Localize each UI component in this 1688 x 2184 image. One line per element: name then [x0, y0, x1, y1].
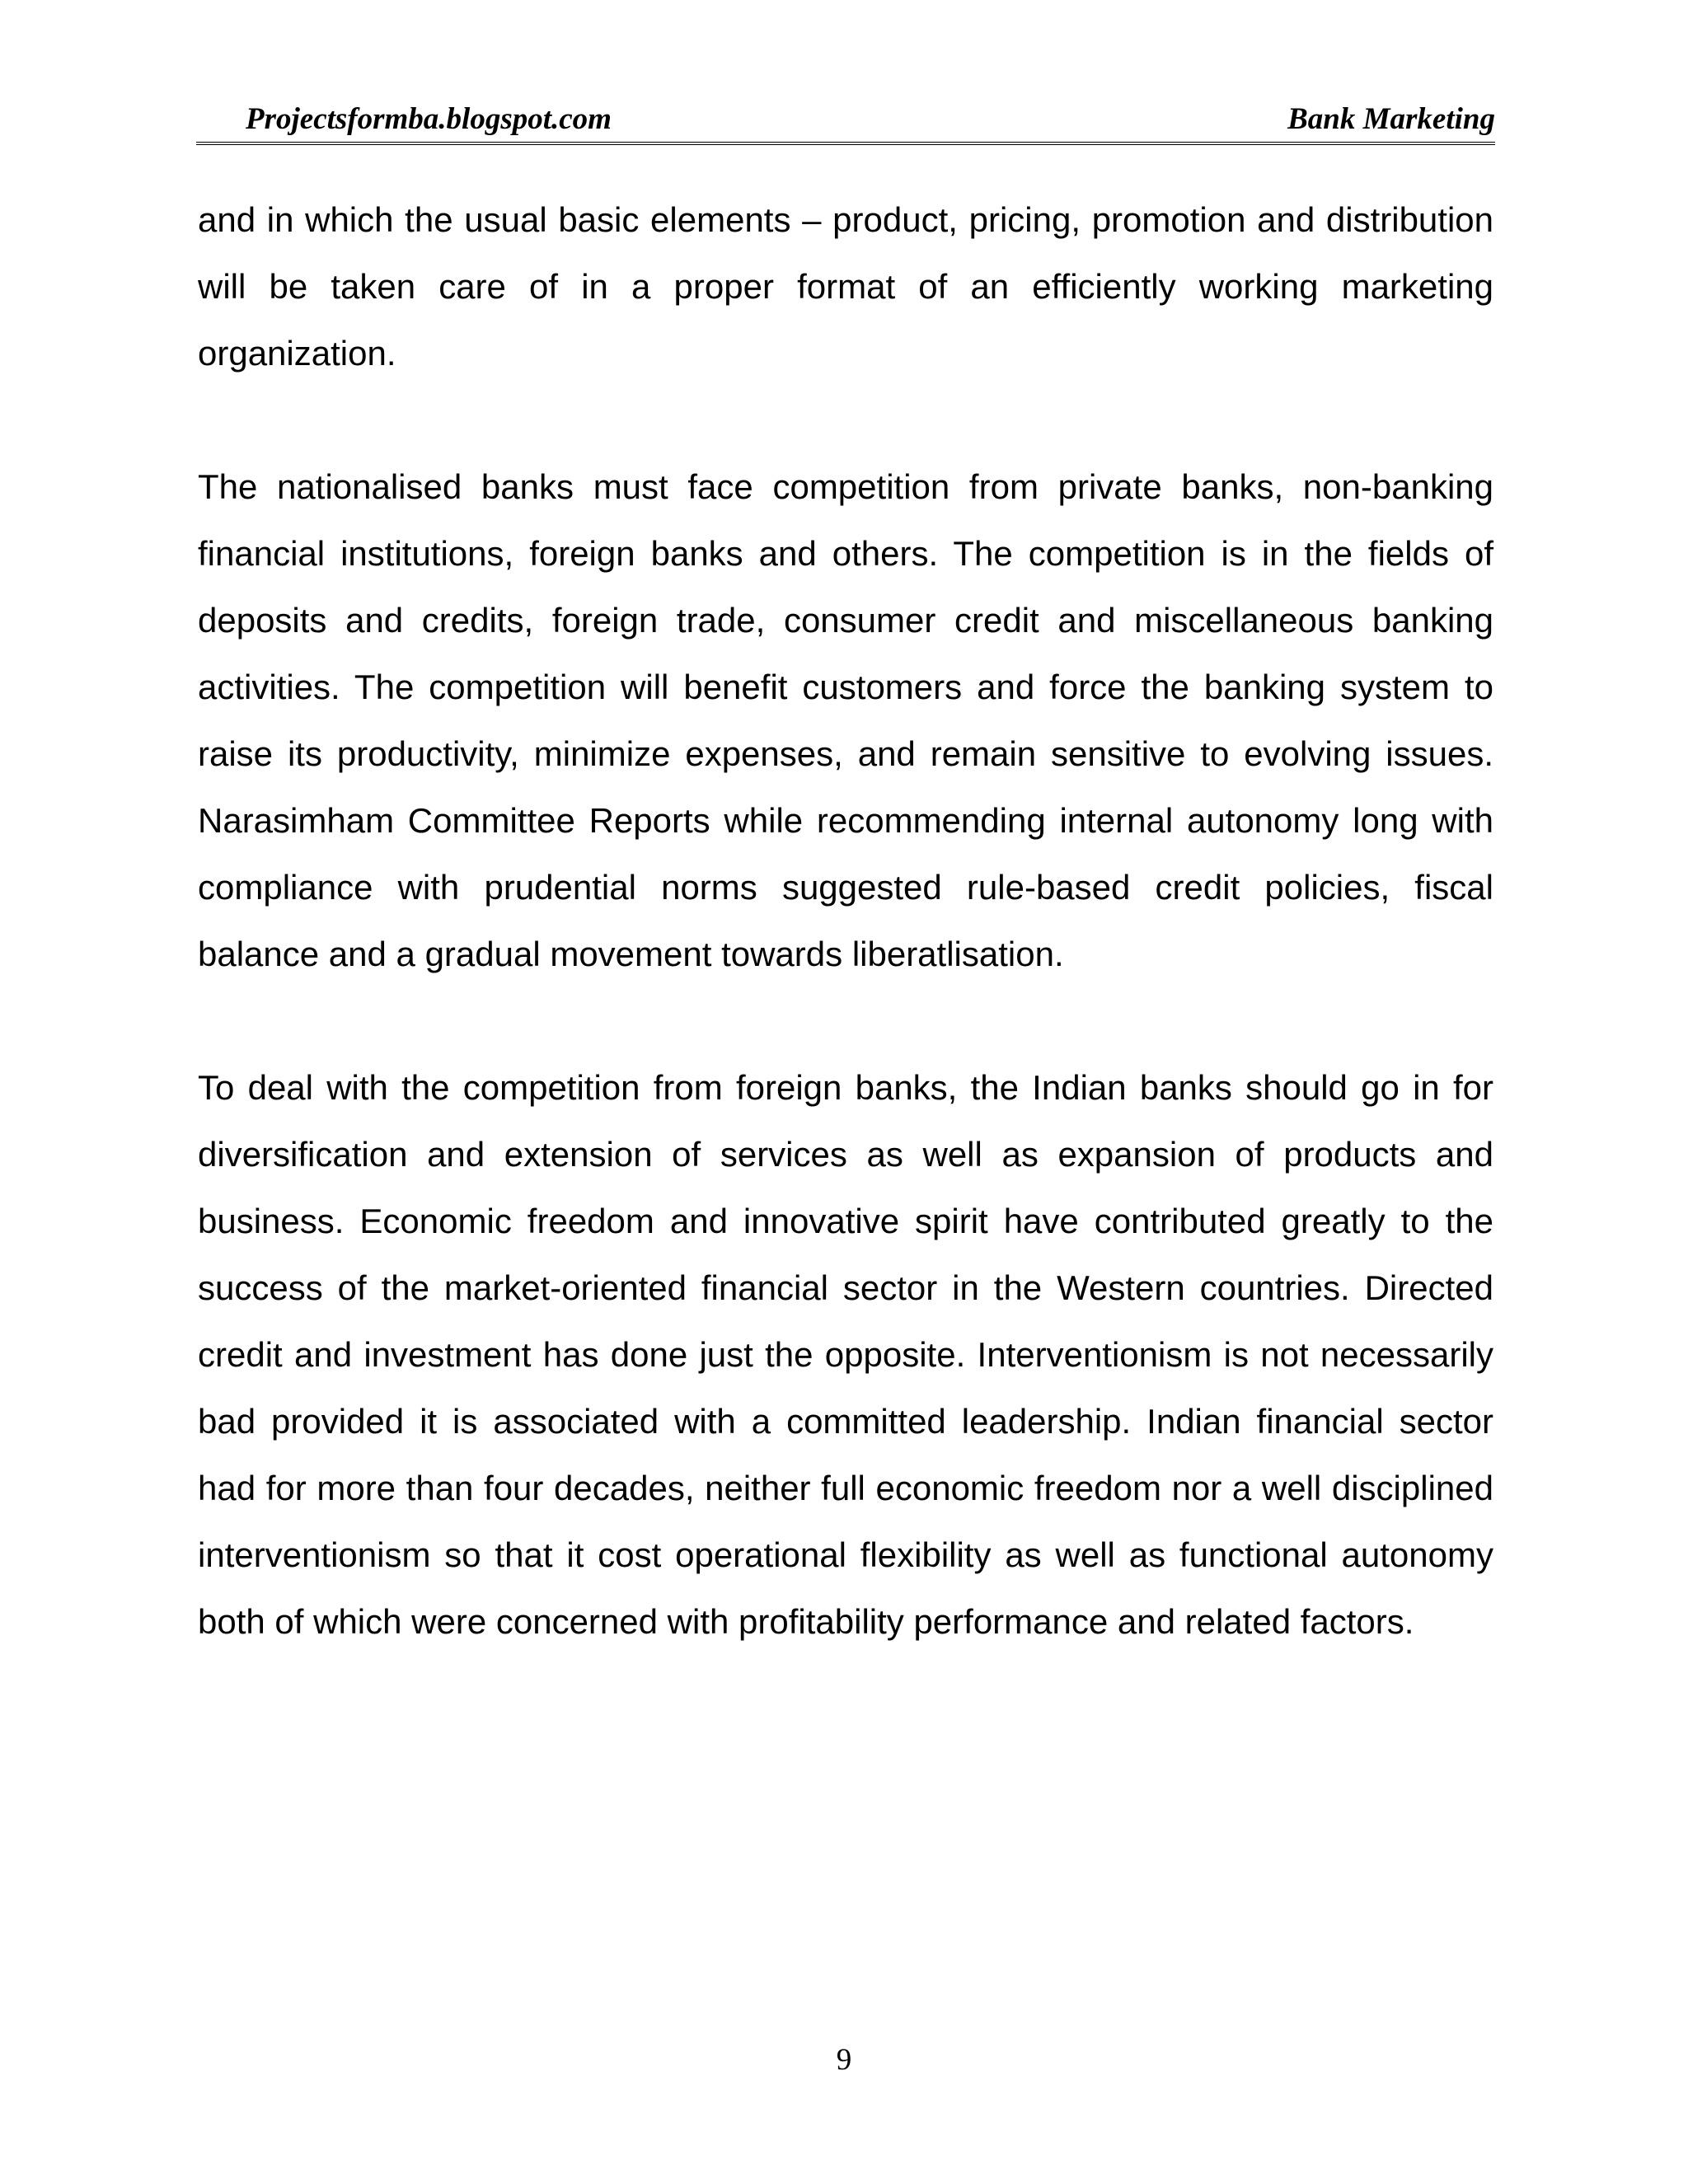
- page-header: [196, 97, 1495, 145]
- header-site-name: Projectsformba.blogspot.com: [246, 102, 612, 136]
- header-document-title: Bank Marketing: [1287, 102, 1495, 136]
- paragraph: To deal with the competition from foreign banks, the Indian banks should go in for diversification and extension of services as well as expansion of products and business. Economic freedom and innovative spirit have contributed greatly to the success of the market-oriented financial sector in the Western countries. Directed credit and investment has done just the opposite. Interventionism is not necessarily bad provided it is associated with a committed leadership. Indian financial sector had for more than four decades, neither full economic freedom nor a well disciplined interventionism so that it cost operational flexibility as well as functional autonomy both of which were concerned with profitability performance and related factors.: [198, 1068, 1493, 1641]
- paragraph: and in which the usual basic elements – product, pricing, promotion and distribution will be taken care of in a proper format of an efficiently working marketing organization.: [198, 200, 1493, 373]
- paragraph: The nationalised banks must face competition from private banks, non-banking financial institutions, foreign banks and others. The competition is in the fields of deposits and credits, foreign trade, consumer credit and miscellaneous banking activities. The competition will benefit customers and force the banking system to raise its productivity, minimize expenses, and remain sensitive to evolving issues. Narasimham Committee Reports while recommending internal autonomy long with compliance with prudential norms suggested rule-based credit policies, fiscal balance and a gradual movement towards liberatlisation.: [198, 467, 1493, 973]
- body-text: [198, 186, 1493, 1722]
- page-number: 9: [836, 2043, 852, 2077]
